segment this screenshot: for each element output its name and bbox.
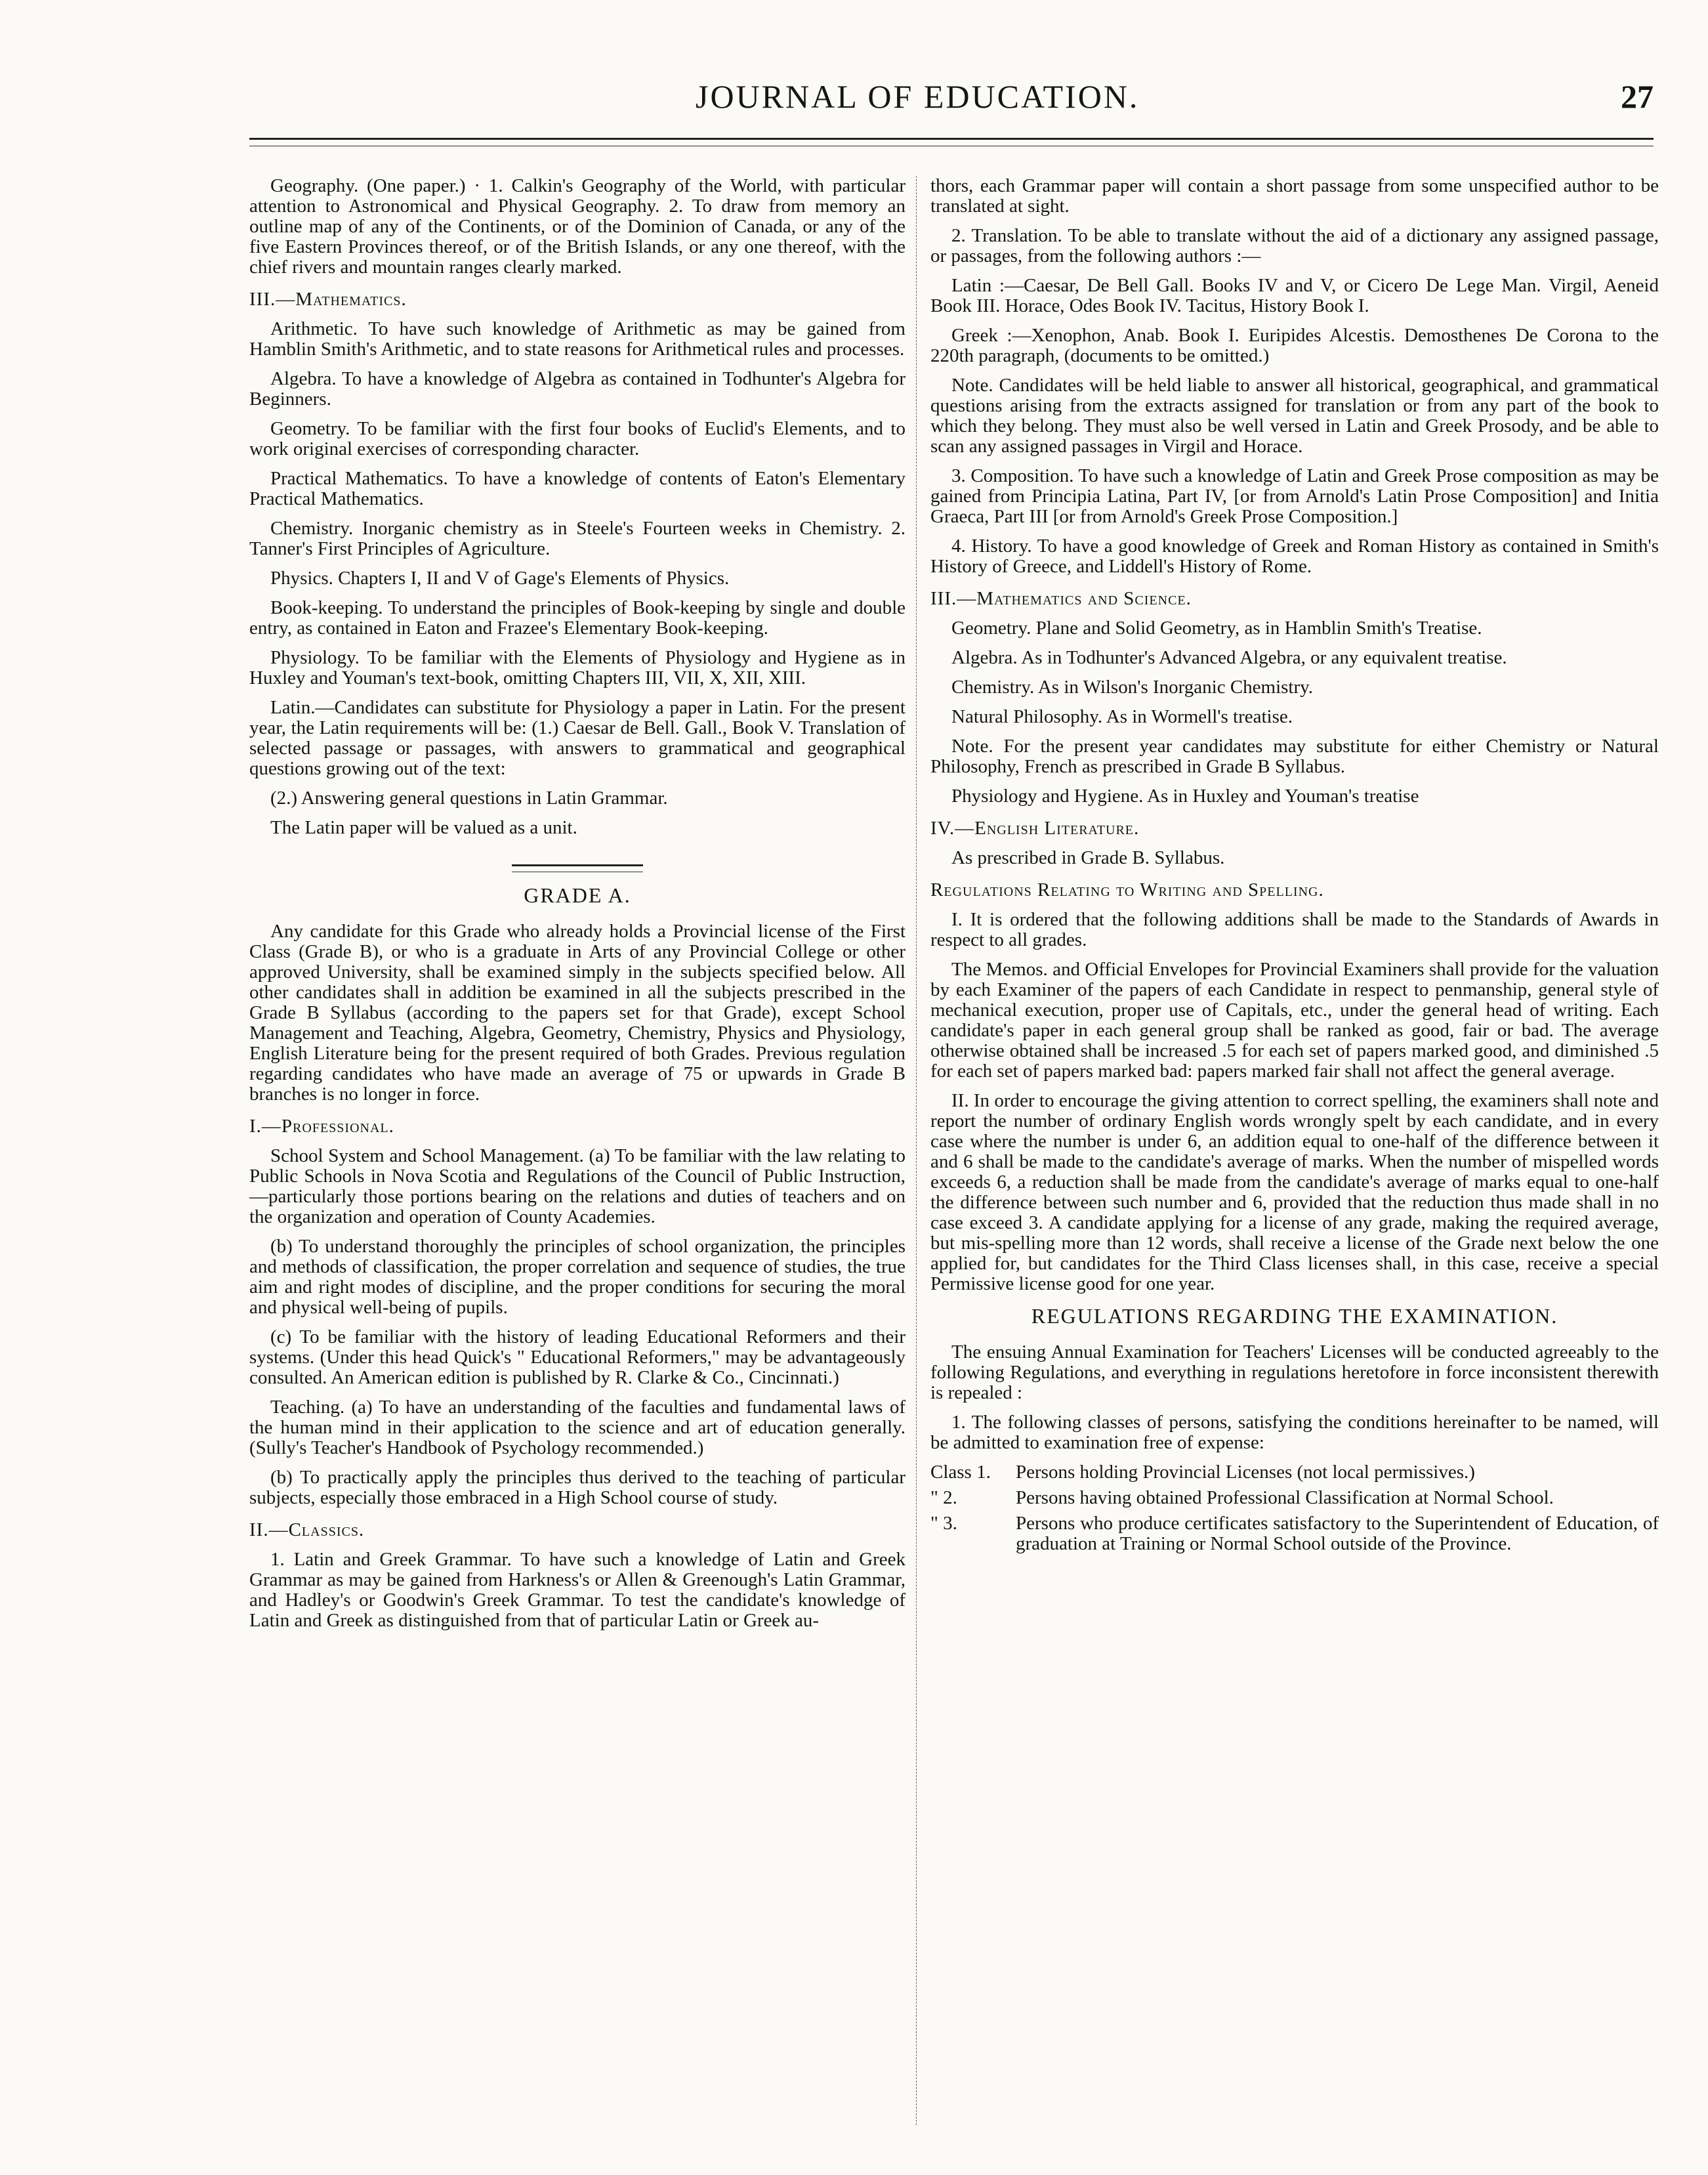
class-label: " 2. bbox=[930, 1487, 957, 1508]
left-column bbox=[249, 176, 906, 1640]
note-2-paragraph: Note. For the present year candidates may substitute for either Chemistry or Natural Philosophy, French as prescribed in Grade B Syllabus. bbox=[930, 736, 1659, 777]
latin-note: The Latin paper will be valued as a unit. bbox=[270, 817, 577, 838]
translation-paragraph: 2. Translation. To be able to translate without the aid of a dictionary any assigned passage, or passages, from the following authors :— bbox=[930, 225, 1659, 266]
algebra-paragraph: Algebra. To have a knowledge of Algebra as contained in Todhunter's Algebra for Beginners. bbox=[249, 368, 906, 410]
classics-continued: thors, each Grammar paper will contain a short passage from some unspecified author to be translated at sight. bbox=[930, 175, 1659, 217]
regulation-2: II. In order to encourage the giving attention to correct spelling, the examiners shall note and report the number of ordinary English words wrongly spelt by each candidate, and in every case where the number is under 6, an addition equal to one-half of the difference between it and 6 shall be made to the candidate's average of marks. When the number of mispelled words exceeds 6, a reduction shall be made from the candidate's average of marks equal to one-half the difference between such number and 6, provided that the reduction thus made shall in no case exceed 3. A candidate applying for a license of any grade, making the required average, but mis-spelling more than 12 words, shall receive a license of the Grade next below the one applied for, but candidates for the Third Class licenses shall, in this case, receive a special Permissive license good for one year. bbox=[930, 1090, 1659, 1294]
journal-title: JOURNAL OF EDUCATION. bbox=[696, 78, 1140, 115]
physics-paragraph: Physics. Chapters I, II and V of Gage's Elements of Physics. bbox=[270, 568, 730, 589]
class-text: Persons holding Provincial Licenses (not local permissives.) bbox=[1016, 1462, 1475, 1483]
examination-heading: REGULATIONS REGARDING THE EXAMINATION. bbox=[1031, 1304, 1558, 1328]
school-c-paragraph: (c) To be familiar with the history of leading Educational Reformers and their systems. (Under this head Quick's " Educational Reformers," may be advantageously consulted. An American edition is published by R. Clarke & Co., Cincinnati.) bbox=[249, 1326, 906, 1388]
school-b-paragraph: (b) To understand thoroughly the principles of school organization, the principles and methods of classification, the proper correlation and sequence of studies, the true aim and right modes of discipline, and the proper conditions for securing the moral and physical well-being of pupils. bbox=[249, 1236, 906, 1318]
professional-heading: I.—Professional. bbox=[249, 1116, 394, 1137]
chemistry-a-paragraph: Chemistry. As in Wilson's Inorganic Chemistry. bbox=[951, 677, 1314, 698]
composition-paragraph: 3. Composition. To have such a knowledge of Latin and Greek Prose composition as may be gained from Principia Latina, Part IV, [or from Arnold's Latin Prose Composition] and Initia Graeca, Part III [or from Arnold's Greek Prose Composition.] bbox=[930, 465, 1659, 527]
header-rule bbox=[249, 138, 1654, 140]
class-text: Persons having obtained Professional Classification at Normal School. bbox=[1016, 1487, 1554, 1508]
latin-item-2: (2.) Answering general questions in Latin Grammar. bbox=[270, 788, 668, 809]
mathematics-heading: III.—Mathematics. bbox=[249, 289, 407, 310]
physiology-paragraph: Physiology. To be familiar with the Elements of Physiology and Hygiene as in Huxley and Youman's text-book, omitting Chapters III, VII, X, XII, XIII. bbox=[249, 647, 906, 688]
english-literature-paragraph: As prescribed in Grade B. Syllabus. bbox=[951, 847, 1225, 868]
class-list-item bbox=[930, 1513, 1659, 1554]
physiology-a-paragraph: Physiology and Hygiene. As in Huxley and Youman's treatise bbox=[951, 786, 1419, 807]
math-science-heading: III.—Mathematics and Science. bbox=[930, 588, 1192, 609]
teaching-a-paragraph: Teaching. (a) To have an understanding of the faculties and fundamental laws of the human mind in their application to the science and art of education generally. (Sully's Teacher's Handbook of Psychology recommended.) bbox=[249, 1397, 906, 1458]
geometry-paragraph: Geometry. To be familiar with the first four books of Euclid's Elements, and to work original exercises of corresponding character. bbox=[249, 418, 906, 459]
practical-math-paragraph: Practical Mathematics. To have a knowledge of contents of Eaton's Elementary Practical Mathematics. bbox=[249, 468, 906, 509]
classics-heading: II.—Classics. bbox=[249, 1519, 365, 1540]
regulation-1: I. It is ordered that the following additions shall be made to the Standards of Awards in respect to all grades. bbox=[930, 909, 1659, 950]
class-list-item bbox=[930, 1488, 1659, 1508]
examination-item-1: 1. The following classes of persons, satisfying the conditions hereinafter to be named, will be admitted to examination free of expense: bbox=[930, 1412, 1659, 1453]
grade-a-intro: Any candidate for this Grade who already holds a Provincial license of the First Class (Grade B), or who is a graduate in Arts of any Provincial College or other approved University, shall be examined simply in the subjects specified below. All other candidates shall in addition be examined in all the subjects prescribed in the Grade B Syllabus (according to the papers set for that Grade), except School Management and Teaching, Algebra, Geometry, Chemistry, Physics and Physiology, English Literature being for the present required of both Grades. Previous regulation regarding candidates who have made an average of 75 or upwards in Grade B branches is no longer in force. bbox=[249, 921, 906, 1105]
regulation-1b: The Memos. and Official Envelopes for Provincial Examiners shall provide for the valuation by each Examiner of the papers of each Candidate in respect to penmanship, general style of mechanical execution, proper use of Capitals, etc., under the general head of writing. Each candidate's paper in each general group shall be ranked as good, fair or bad. The average otherwise obtained shall be increased .5 for each set of papers marked good, and diminished .5 for each set of papers marked bad: papers marked fair shall not affect the general average. bbox=[930, 959, 1659, 1082]
bookkeeping-paragraph: Book-keeping. To understand the principles of Book-keeping by single and double entry, as contained in Eaton and Frazee's Elementary Book-keeping. bbox=[249, 597, 906, 639]
grade-a-heading: GRADE A. bbox=[524, 883, 631, 907]
latin-authors: Latin :—Caesar, De Bell Gall. Books IV and V, or Cicero De Lege Man. Virgil, Aeneid Book III. Horace, Odes Book IV. Tacitus, History Book I. bbox=[930, 275, 1659, 316]
english-literature-heading: IV.—English Literature. bbox=[930, 818, 1140, 839]
class-label: " 3. bbox=[930, 1513, 957, 1534]
natural-philosophy-paragraph: Natural Philosophy. As in Wormell's treatise. bbox=[951, 706, 1293, 727]
class-text: Persons who produce certificates satisfactory to the Superintendent of Education, of graduation at Training or Normal School outside of the Province. bbox=[1016, 1513, 1659, 1554]
column-divider bbox=[916, 176, 917, 2125]
class-list-item bbox=[930, 1462, 1659, 1483]
page-number: 27 bbox=[1621, 78, 1654, 115]
greek-authors: Greek :—Xenophon, Anab. Book I. Euripides Alcestis. Demosthenes De Corona to the 220th paragraph, (documents to be omitted.) bbox=[930, 325, 1659, 366]
section-rule bbox=[512, 864, 643, 866]
chemistry-paragraph: Chemistry. Inorganic chemistry as in Steele's Fourteen weeks in Chemistry. 2. Tanner's First Principles of Agriculture. bbox=[249, 518, 906, 559]
geography-paragraph: Geography. (One paper.) · 1. Calkin's Geography of the World, with particular attention to Astronomical and Physical Geography. 2. To draw from memory an outline map of any of the Continents, or of the Dominion of Canada, or any of the five Eastern Provinces thereof, or of the British Islands, or any one thereof, with the chief rivers and mountain ranges clearly marked. bbox=[249, 175, 906, 278]
school-system-paragraph: School System and School Management. (a) To be familiar with the law relating to Public Schools in Nova Scotia and Regulations of the Council of Public Instruction,—particularly those portions bearing on the relations and duties of teachers and on the organization and operation of County Academies. bbox=[249, 1145, 906, 1227]
writing-spelling-heading: Regulations Relating to Writing and Spelling. bbox=[930, 879, 1324, 900]
teaching-b-paragraph: (b) To practically apply the principles thus derived to the teaching of particular subjects, especially those embraced in a High School course of study. bbox=[249, 1467, 906, 1508]
algebra-a-paragraph: Algebra. As in Todhunter's Advanced Algebra, or any equivalent treatise. bbox=[951, 647, 1507, 668]
page-header bbox=[249, 77, 1654, 130]
examination-intro: The ensuing Annual Examination for Teachers' Licenses will be conducted agreeably to the following Regulations, and everything in regulations heretofore in force inconsistent therewith is repealed : bbox=[930, 1341, 1659, 1403]
latin-paragraph: Latin.—Candidates can substitute for Physiology a paper in Latin. For the present year, the Latin requirements will be: (1.) Caesar de Bell. Gall., Book V. Translation of selected passage or passages, with answers to grammatical and geographical questions growing out of the text: bbox=[249, 697, 906, 779]
geometry-a-paragraph: Geometry. Plane and Solid Geometry, as in Hamblin Smith's Treatise. bbox=[951, 618, 1482, 639]
note-paragraph: Note. Candidates will be held liable to answer all historical, geographical, and grammatical questions arising from the extracts assigned for translation or from any part of the book to which they belong. They must also be well versed in Latin and Greek Prosody, and be able to scan any assigned passages in Virgil and Horace. bbox=[930, 375, 1659, 457]
arithmetic-paragraph: Arithmetic. To have such knowledge of Arithmetic as may be gained from Hamblin Smith's Arithmetic, and to state reasons for Arithmetical rules and processes. bbox=[249, 318, 906, 360]
class-label: Class 1. bbox=[930, 1462, 991, 1483]
history-paragraph: 4. History. To have a good knowledge of Greek and Roman History as contained in Smith's History of Greece, and Liddell's History of Rome. bbox=[930, 536, 1659, 577]
classics-1-paragraph: 1. Latin and Greek Grammar. To have such a knowledge of Latin and Greek Grammar as may be gained from Harkness's or Allen & Greenough's Latin Grammar, and Hadley's or Goodwin's Greek Grammar. To test the candidate's knowledge of Latin and Greek as distinguished from that of particular Latin or Greek au- bbox=[249, 1549, 906, 1631]
right-column bbox=[930, 176, 1659, 1559]
